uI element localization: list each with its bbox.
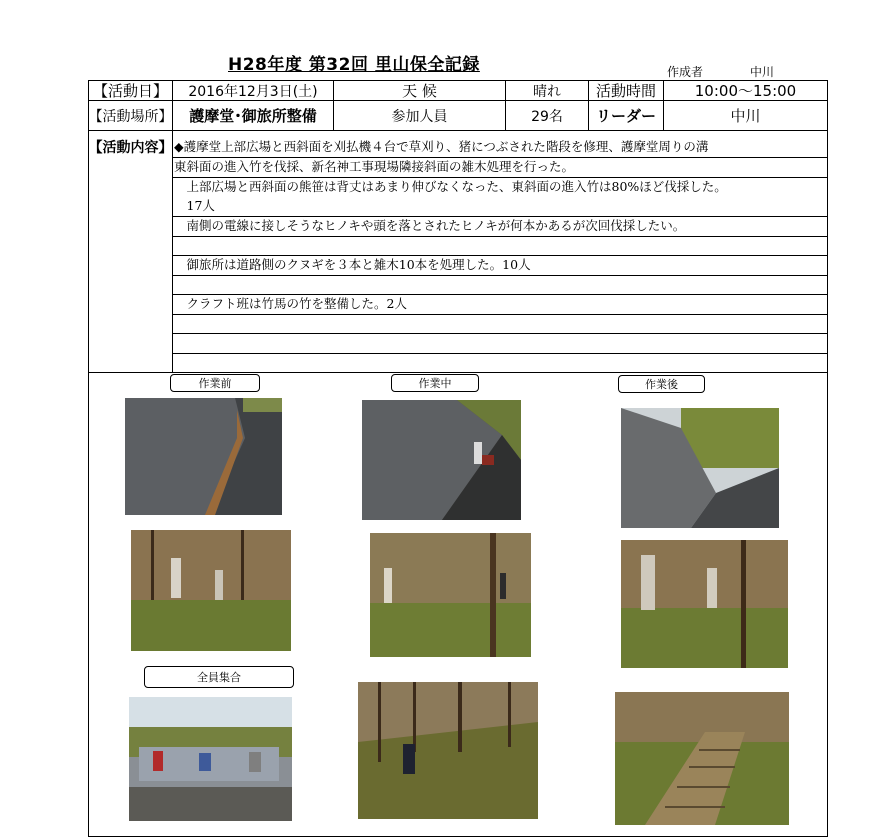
content-row-line: [172, 236, 827, 237]
photo-forest-slope: [358, 682, 538, 819]
page-bottom-border: [88, 836, 828, 837]
photo-after-forest: [621, 540, 788, 668]
content-line-3: 上部広場と西斜面の熊笹は背丈はあまり伸びなくなった、東斜面の進入竹は80%ほど伐採した。: [174, 179, 727, 194]
row2-bottom-border: [88, 130, 828, 131]
participants-value: 29名: [531, 108, 563, 125]
time-label: 活動時間: [595, 82, 656, 100]
before-label: 作業前: [170, 374, 260, 392]
photo-before-forest: [131, 530, 291, 651]
weather-label: 天 候: [402, 82, 437, 100]
photo-forest-steps: [615, 692, 789, 825]
content-line-9: クラフト班は竹馬の竹を整備した。2人: [174, 296, 407, 311]
content-row-line: [172, 333, 827, 334]
group-label: 全員集合: [144, 666, 294, 688]
leader-value: 中川: [730, 107, 761, 125]
author-label: 作成者: [667, 65, 704, 79]
content-line-1: ◆護摩堂上部広場と西斜面を刈払機４台で草刈り、猪につぶされた階段を修理、護摩堂周りの溝: [174, 139, 709, 154]
table-left-border: [88, 80, 89, 837]
date-value: 2016年12月3日(土): [188, 83, 318, 100]
place-value: 護摩堂･御旅所整備: [189, 107, 317, 125]
table-right-border: [827, 80, 828, 837]
photo-after-wall: [621, 408, 779, 528]
participants-label: 参加人員: [391, 108, 448, 125]
weather-value: 晴れ: [533, 83, 561, 100]
date-label: 【活動日】: [92, 82, 168, 100]
photo-during-forest: [370, 533, 531, 657]
content-line-4: 17人: [174, 198, 215, 213]
author-name: 中川: [750, 65, 775, 79]
leader-label: リーダー: [595, 107, 656, 125]
content-line-5: 南側の電線に接しそうなヒノキや頭を落とされたヒノキが何本かあるが次回伐採したい。: [174, 218, 686, 233]
content-label: 【活動内容】: [89, 140, 172, 156]
time-value: 10:00〜15:00: [694, 82, 797, 100]
page-title: H28年度 第32回 里山保全記録: [228, 55, 480, 75]
content-row-line: [172, 314, 827, 315]
place-label: 【活動場所】: [89, 108, 172, 125]
content-row-line: [172, 353, 827, 354]
after-label: 作業後: [618, 375, 705, 393]
content-line-2: 東斜面の進入竹を伐採、新名神工事現場隣接斜面の雑木処理を行った。: [174, 159, 575, 174]
content-line-7: 御旅所は道路側のクヌギを３本と雑木10本を処理した。10人: [174, 257, 531, 272]
photo-group: [129, 697, 292, 821]
during-label: 作業中: [391, 374, 479, 392]
photo-during-wall: [362, 400, 521, 520]
content-row-line: [172, 275, 827, 276]
photo-before-wall: [125, 398, 282, 515]
content-bottom-border: [88, 372, 828, 373]
